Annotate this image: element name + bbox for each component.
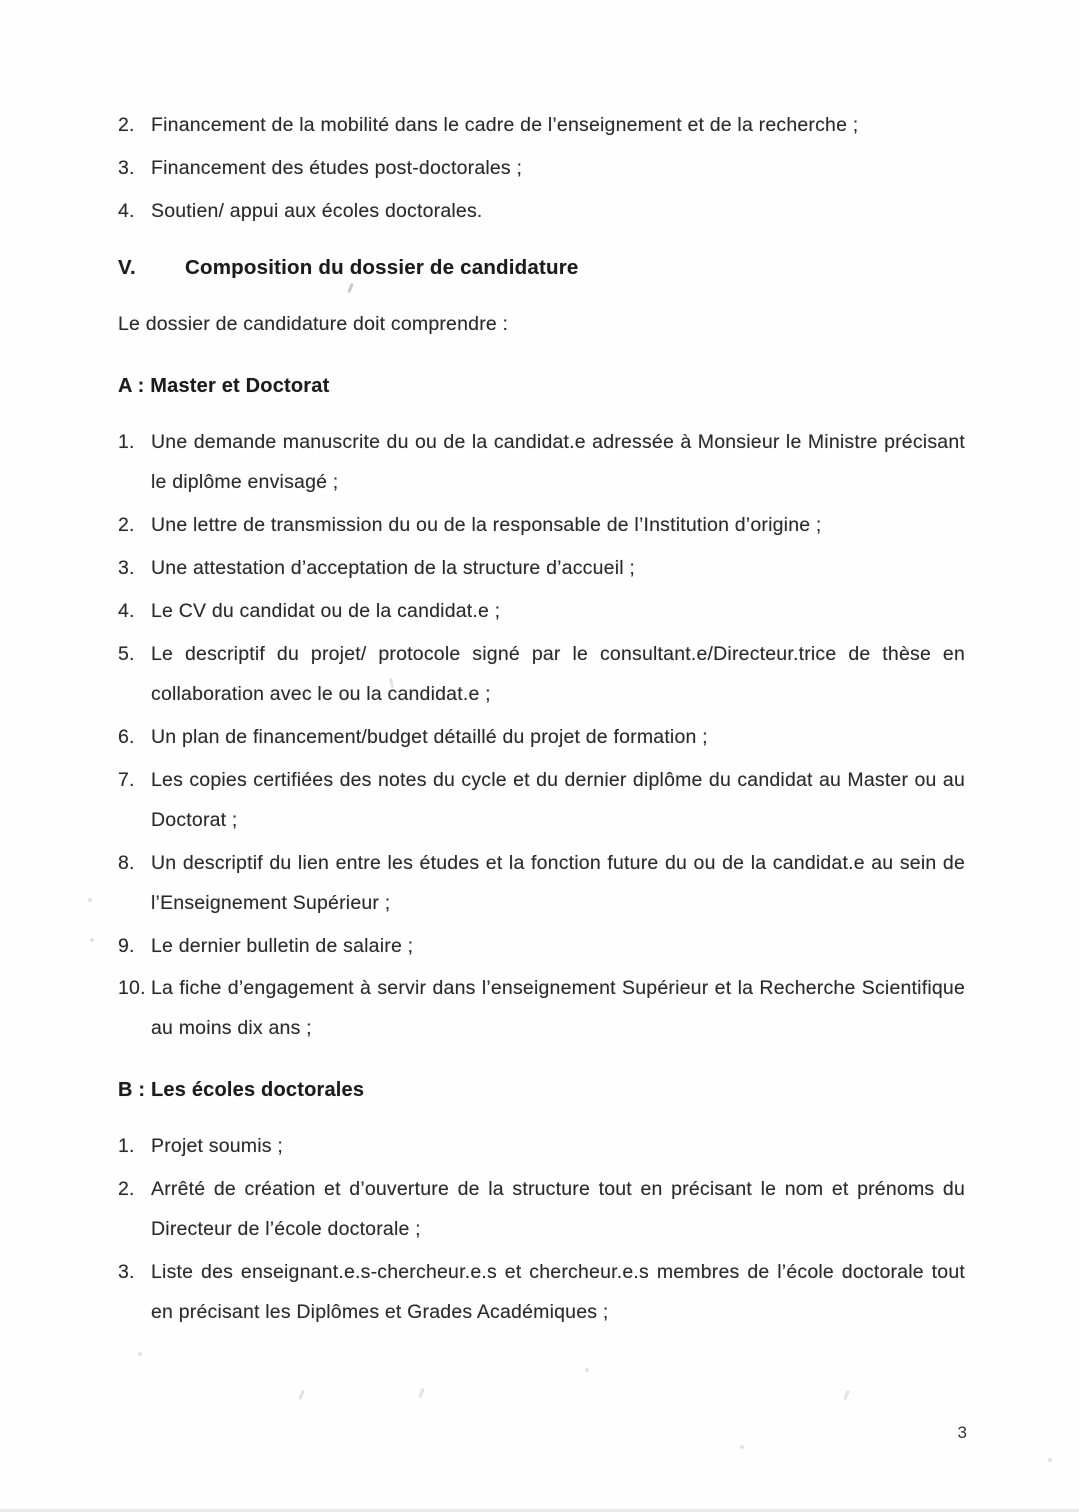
scan-speck (418, 1388, 425, 1398)
page-number: 3 (957, 1423, 967, 1442)
list-item-text: Le CV du candidat ou de la candidat.e ; (151, 599, 501, 622)
scan-speck (843, 1390, 850, 1400)
scan-speck (298, 1390, 305, 1400)
list-item (118, 761, 965, 841)
list-item-number: 2. (118, 1178, 135, 1201)
list-item-text: Un plan de financement/budget détaillé du projet de formation ; (151, 725, 708, 748)
list-item (118, 106, 965, 146)
dossier-list-b (118, 1127, 965, 1333)
scan-speck (88, 898, 92, 902)
list-item-number: 7. (118, 768, 135, 791)
section-v-number: V. (118, 255, 136, 279)
list-item-text: Projet soumis ; (151, 1135, 283, 1158)
section-a-title: A : Master et Doctorat (118, 374, 330, 397)
scan-speck (905, 648, 909, 652)
list-item-number: 10. (118, 977, 146, 1000)
section-b-title: B : Les écoles doctorales (118, 1079, 365, 1102)
section-v-heading (118, 247, 965, 288)
list-item-text: Financement de la mobilité dans le cadre de l’enseignement et de la recherche ; (151, 114, 859, 136)
list-item (118, 844, 965, 924)
list-item-text: Le dernier bulletin de salaire ; (151, 934, 414, 957)
list-item (118, 1127, 965, 1167)
list-item (118, 927, 965, 967)
list-item-number: 6. (118, 725, 135, 748)
list-item-text: Liste des enseignant.e.s-chercheur.e.s et chercheur.e.s membres de l’école doctorale tout en précisant les Diplômes et Grades Académiques ; (151, 1261, 965, 1324)
list-item-number: 8. (118, 851, 135, 874)
list-item-text: Les copies certifiées des notes du cycle et du dernier diplôme du candidat au Master ou au Doctorat ; (151, 768, 965, 831)
list-item-text: Arrêté de création et d’ouverture de la structure tout en précisant le nom et prénoms du Directeur de l’école doctorale ; (151, 1178, 965, 1241)
list-item-number: 3. (118, 156, 135, 179)
list-item-text: Un descriptif du lien entre les études et la fonction future du ou de la candidat.e au sein de l’Enseignement Supérieur ; (151, 851, 965, 914)
scan-speck (90, 938, 94, 942)
list-item (118, 635, 965, 715)
scan-speck (138, 1352, 142, 1356)
list-item-number: 3. (118, 556, 135, 579)
list-item (118, 506, 965, 546)
scan-speck (740, 1445, 744, 1449)
list-item (118, 549, 965, 589)
list-item-number: 2. (118, 114, 135, 136)
dossier-intro: Le dossier de candidature doit comprendre : (118, 312, 509, 335)
list-item-text: Soutien/ appui aux écoles doctorales. (151, 199, 483, 222)
scan-speck (680, 652, 684, 656)
list-item-number: 4. (118, 199, 135, 222)
list-item-text: Le descriptif du projet/ protocole signé par le consultant.e/Directeur.trice de thèse en collaboration avec le ou la candidat.e ; (151, 642, 965, 705)
list-item-number: 5. (118, 642, 135, 665)
list-item-text: La fiche d’engagement à servir dans l’enseignement Supérieur et la Recherche Scientifique au moins dix ans ; (151, 977, 965, 1040)
list-item (118, 1253, 965, 1333)
list-item (118, 423, 965, 503)
list-item-number: 1. (118, 430, 135, 453)
list-item-text: Une attestation d’acceptation de la structure d’accueil ; (151, 556, 636, 579)
list-item-text: Financement des études post-doctorales ; (151, 156, 523, 179)
list-item (118, 592, 965, 632)
dossier-list-a (118, 423, 965, 1050)
section-v-title: Composition du dossier de candidature (185, 255, 579, 279)
scan-speck (585, 1368, 589, 1372)
list-item-number: 9. (118, 934, 135, 957)
list-item (118, 192, 965, 232)
list-item-text: Une lettre de transmission du ou de la responsable de l’Institution d’origine ; (151, 513, 822, 536)
list-item-number: 4. (118, 599, 135, 622)
list-item-number: 3. (118, 1261, 135, 1284)
financing-list (118, 106, 965, 232)
list-item (118, 718, 965, 758)
list-item-text: Une demande manuscrite du ou de la candidat.e adressée à Monsieur le Ministre précisant le diplôme envisagé ; (151, 430, 965, 493)
list-item-number: 1. (118, 1135, 135, 1158)
list-item (118, 969, 965, 1049)
list-item (118, 1170, 965, 1250)
list-item (118, 149, 965, 189)
scan-speck (1048, 1458, 1052, 1462)
list-item-number: 2. (118, 513, 135, 536)
